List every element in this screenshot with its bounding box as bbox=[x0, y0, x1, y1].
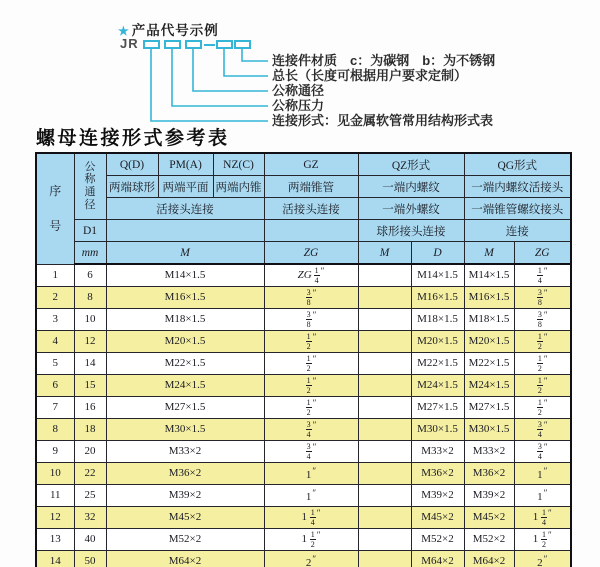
cell-m: M30×1.5 bbox=[106, 419, 264, 441]
code-box-3 bbox=[185, 40, 202, 49]
cell-qz-m bbox=[358, 463, 411, 485]
cell-dn-mm: 12 bbox=[74, 331, 106, 353]
cell-m: M27×1.5 bbox=[106, 397, 264, 419]
cell-qg-m: M18×1.5 bbox=[464, 309, 514, 331]
cell-qz-m bbox=[358, 419, 411, 441]
cell-m: M20×1.5 bbox=[106, 331, 264, 353]
cell-m: M18×1.5 bbox=[106, 309, 264, 331]
cell-qz-m bbox=[358, 551, 411, 567]
cell-qg-zg: 1″ bbox=[514, 463, 571, 485]
header-qg-row4: 连接 bbox=[464, 220, 571, 242]
code-box-5 bbox=[234, 40, 251, 49]
cell-qz-d: M30×1.5 bbox=[411, 419, 464, 441]
cell-qz-m bbox=[358, 375, 411, 397]
cell-qz-m bbox=[358, 287, 411, 309]
header-unit-m2: M bbox=[358, 242, 411, 265]
diagram-label-pressure: 公称压力 bbox=[272, 98, 325, 113]
header-row-connect bbox=[36, 198, 571, 220]
cell-gz: $\frac{3}{8}$ ″ bbox=[264, 309, 358, 331]
code-box-2 bbox=[164, 40, 181, 49]
cell-dn-mm: 15 bbox=[74, 375, 106, 397]
cell-gz: $\frac{1}{2}$ ″ bbox=[264, 375, 358, 397]
diagram-label-diameter: 公称通径 bbox=[272, 83, 325, 98]
header-gz-connect: 活接头连接 bbox=[264, 198, 358, 220]
header-qz-row3: 一端外螺纹 bbox=[358, 198, 464, 220]
cell-m: M52×2 bbox=[106, 529, 264, 551]
cell-qz-m bbox=[358, 309, 411, 331]
cell-qg-m: M45×2 bbox=[464, 507, 514, 529]
table-row bbox=[36, 507, 571, 529]
header-row-codes bbox=[36, 153, 571, 176]
cell-dn-mm: 40 bbox=[74, 529, 106, 551]
cell-qg-m: M30×1.5 bbox=[464, 419, 514, 441]
cell-gz: $\frac{3}{4}$ ″ bbox=[264, 441, 358, 463]
table-row bbox=[36, 287, 571, 309]
cell-gz: 1 $\frac{1}{2}$ ″ bbox=[264, 529, 358, 551]
table-body bbox=[36, 264, 571, 567]
header-code-pm: PM(A) bbox=[158, 153, 213, 176]
cell-seq: 14 bbox=[36, 551, 74, 567]
header-unit-zg1: ZG bbox=[264, 242, 358, 265]
header-dn: 公 称 通 径 bbox=[74, 153, 106, 220]
cell-seq: 8 bbox=[36, 419, 74, 441]
header-code-qg: QG形式 bbox=[464, 153, 571, 176]
cell-qg-m: M20×1.5 bbox=[464, 331, 514, 353]
cell-m: M24×1.5 bbox=[106, 375, 264, 397]
header-pm-sub: 两端平面 bbox=[158, 176, 213, 198]
cell-seq: 12 bbox=[36, 507, 74, 529]
cell-m: M39×2 bbox=[106, 485, 264, 507]
table-row bbox=[36, 353, 571, 375]
cell-dn-mm: 50 bbox=[74, 551, 106, 567]
cell-qg-m: M14×1.5 bbox=[464, 264, 514, 287]
cell-qz-d: M14×1.5 bbox=[411, 264, 464, 287]
header-nz-sub: 两端内锥 bbox=[213, 176, 264, 198]
cell-qg-m: M24×1.5 bbox=[464, 375, 514, 397]
table-row bbox=[36, 485, 571, 507]
header-row-ends bbox=[36, 176, 571, 198]
header-d1-empty-gz bbox=[264, 220, 358, 242]
cell-qg-m: M64×2 bbox=[464, 551, 514, 567]
cell-dn-mm: 18 bbox=[74, 419, 106, 441]
cell-dn-mm: 32 bbox=[74, 507, 106, 529]
diagram-label-length: 总长（长度可根据用户要求定制） bbox=[272, 68, 468, 83]
cell-gz: 1″ bbox=[264, 485, 358, 507]
header-code-gz: GZ bbox=[264, 153, 358, 176]
cell-gz: 1 $\frac{1}{4}$ ″ bbox=[264, 507, 358, 529]
cell-gz: 2″ bbox=[264, 551, 358, 567]
cell-qg-m: M27×1.5 bbox=[464, 397, 514, 419]
header-unit-m3: M bbox=[464, 242, 514, 265]
code-prefix: JR bbox=[120, 36, 139, 51]
cell-qz-d: M39×2 bbox=[411, 485, 464, 507]
cell-qz-d: M33×2 bbox=[411, 441, 464, 463]
header-qpn-connect: 活接头连接 bbox=[106, 198, 264, 220]
cell-qz-d: M52×2 bbox=[411, 529, 464, 551]
header-d1-empty-left bbox=[106, 220, 264, 242]
cell-m: M45×2 bbox=[106, 507, 264, 529]
header-q-sub: 两端球形 bbox=[106, 176, 158, 198]
table-row bbox=[36, 264, 571, 287]
table-row bbox=[36, 551, 571, 567]
header-row-d1 bbox=[36, 220, 571, 242]
cell-m: M16×1.5 bbox=[106, 287, 264, 309]
code-dash bbox=[204, 44, 215, 46]
cell-qz-m bbox=[358, 507, 411, 529]
cell-dn-mm: 6 bbox=[74, 264, 106, 287]
cell-seq: 4 bbox=[36, 331, 74, 353]
table-row bbox=[36, 529, 571, 551]
star-icon: ★ bbox=[118, 24, 130, 38]
table-row bbox=[36, 463, 571, 485]
cell-qg-m: M22×1.5 bbox=[464, 353, 514, 375]
cell-gz: 1″ bbox=[264, 463, 358, 485]
cell-qg-zg: $\frac{1}{2}$ ″ bbox=[514, 375, 571, 397]
cell-qg-m: M16×1.5 bbox=[464, 287, 514, 309]
cell-qz-d: M16×1.5 bbox=[411, 287, 464, 309]
cell-gz: $\frac{3}{8}$ ″ bbox=[264, 287, 358, 309]
cell-qg-zg: $\frac{3}{4}$ ″ bbox=[514, 441, 571, 463]
code-box-4 bbox=[216, 40, 233, 49]
cell-m: M33×2 bbox=[106, 441, 264, 463]
cell-qg-m: M36×2 bbox=[464, 463, 514, 485]
header-qg-sub: 一端内螺纹活接头 bbox=[464, 176, 571, 198]
cell-qz-d: M22×1.5 bbox=[411, 353, 464, 375]
cell-gz: $\frac{3}{4}$ ″ bbox=[264, 419, 358, 441]
table-title: 螺母连接形式参考表 bbox=[36, 128, 230, 149]
table-row bbox=[36, 441, 571, 463]
cell-qg-zg: $\frac{3}{8}$ ″ bbox=[514, 309, 571, 331]
cell-gz: $\frac{1}{2}$ ″ bbox=[264, 397, 358, 419]
cell-seq: 13 bbox=[36, 529, 74, 551]
cell-seq: 11 bbox=[36, 485, 74, 507]
cell-m: M36×2 bbox=[106, 463, 264, 485]
table-row bbox=[36, 331, 571, 353]
header-d1: D1 bbox=[74, 220, 106, 242]
header-row-units bbox=[36, 242, 571, 265]
cell-qg-zg: $\frac{3}{8}$ ″ bbox=[514, 287, 571, 309]
header-qz-row4: 球形接头连接 bbox=[358, 220, 464, 242]
cell-gz: ZG $\frac{1}{4}$ ″ bbox=[264, 264, 358, 287]
cell-seq: 5 bbox=[36, 353, 74, 375]
cell-qz-d: M45×2 bbox=[411, 507, 464, 529]
cell-m: M22×1.5 bbox=[106, 353, 264, 375]
table-row bbox=[36, 309, 571, 331]
cell-seq: 2 bbox=[36, 287, 74, 309]
header-seq: 序 号 bbox=[36, 153, 74, 264]
cell-qg-m: M39×2 bbox=[464, 485, 514, 507]
cell-dn-mm: 14 bbox=[74, 353, 106, 375]
header-unit-d: D bbox=[411, 242, 464, 265]
nut-connection-reference-table bbox=[35, 152, 572, 567]
header-code-qz: QZ形式 bbox=[358, 153, 464, 176]
table-row bbox=[36, 419, 571, 441]
cell-seq: 9 bbox=[36, 441, 74, 463]
cell-dn-mm: 20 bbox=[74, 441, 106, 463]
cell-qz-d: M27×1.5 bbox=[411, 397, 464, 419]
cell-qg-zg: 1″ bbox=[514, 485, 571, 507]
cell-m: M14×1.5 bbox=[106, 264, 264, 287]
cell-qz-m bbox=[358, 529, 411, 551]
cell-qg-zg: $\frac{1}{2}$ ″ bbox=[514, 331, 571, 353]
header-code-nz: NZ(C) bbox=[213, 153, 264, 176]
header-unit-zg2: ZG bbox=[514, 242, 571, 265]
cell-gz: $\frac{1}{2}$ ″ bbox=[264, 331, 358, 353]
diagram-label-connection: 连接形式：见金属软管常用结构形式表 bbox=[272, 113, 494, 128]
header-qz-sub: 一端内螺纹 bbox=[358, 176, 464, 198]
cell-gz: $\frac{1}{2}$ ″ bbox=[264, 353, 358, 375]
cell-seq: 7 bbox=[36, 397, 74, 419]
header-gz-sub: 两端锥管 bbox=[264, 176, 358, 198]
cell-qz-d: M36×2 bbox=[411, 463, 464, 485]
cell-qz-m bbox=[358, 485, 411, 507]
cell-dn-mm: 22 bbox=[74, 463, 106, 485]
table-row bbox=[36, 397, 571, 419]
cell-qz-d: M64×2 bbox=[411, 551, 464, 567]
diagram-title-text: 产品代号示例 bbox=[131, 23, 219, 38]
cell-m: M64×2 bbox=[106, 551, 264, 567]
diagram-label-material: 连接件材质 c：为碳钢 b：为不锈钢 bbox=[272, 53, 496, 68]
cell-qz-d: M18×1.5 bbox=[411, 309, 464, 331]
cell-qg-zg: 1 $\frac{1}{4}$ ″ bbox=[514, 507, 571, 529]
cell-qz-m bbox=[358, 397, 411, 419]
cell-qz-m bbox=[358, 264, 411, 287]
cell-qz-d: M20×1.5 bbox=[411, 331, 464, 353]
cell-qg-zg: 1 $\frac{1}{2}$ ″ bbox=[514, 529, 571, 551]
header-code-q: Q(D) bbox=[106, 153, 158, 176]
cell-qz-m bbox=[358, 353, 411, 375]
cell-qg-m: M33×2 bbox=[464, 441, 514, 463]
cell-qg-m: M52×2 bbox=[464, 529, 514, 551]
cell-qg-zg: $\frac{1}{4}$ ″ bbox=[514, 264, 571, 287]
cell-seq: 6 bbox=[36, 375, 74, 397]
cell-qg-zg: $\frac{3}{4}$ ″ bbox=[514, 419, 571, 441]
cell-dn-mm: 25 bbox=[74, 485, 106, 507]
cell-qg-zg: $\frac{1}{2}$ ″ bbox=[514, 397, 571, 419]
header-mm: mm bbox=[74, 242, 106, 265]
header-unit-m1: M bbox=[106, 242, 264, 265]
cell-dn-mm: 8 bbox=[74, 287, 106, 309]
cell-qz-m bbox=[358, 441, 411, 463]
cell-dn-mm: 10 bbox=[74, 309, 106, 331]
cell-qg-zg: $\frac{1}{2}$ ″ bbox=[514, 353, 571, 375]
cell-dn-mm: 16 bbox=[74, 397, 106, 419]
cell-seq: 1 bbox=[36, 264, 74, 287]
cell-seq: 3 bbox=[36, 309, 74, 331]
header-qg-row3: 一端锥管螺纹接头 bbox=[464, 198, 571, 220]
cell-qz-d: M24×1.5 bbox=[411, 375, 464, 397]
cell-qz-m bbox=[358, 331, 411, 353]
code-box-1 bbox=[143, 40, 160, 49]
cell-seq: 10 bbox=[36, 463, 74, 485]
cell-qg-zg: 2″ bbox=[514, 551, 571, 567]
table-row bbox=[36, 375, 571, 397]
